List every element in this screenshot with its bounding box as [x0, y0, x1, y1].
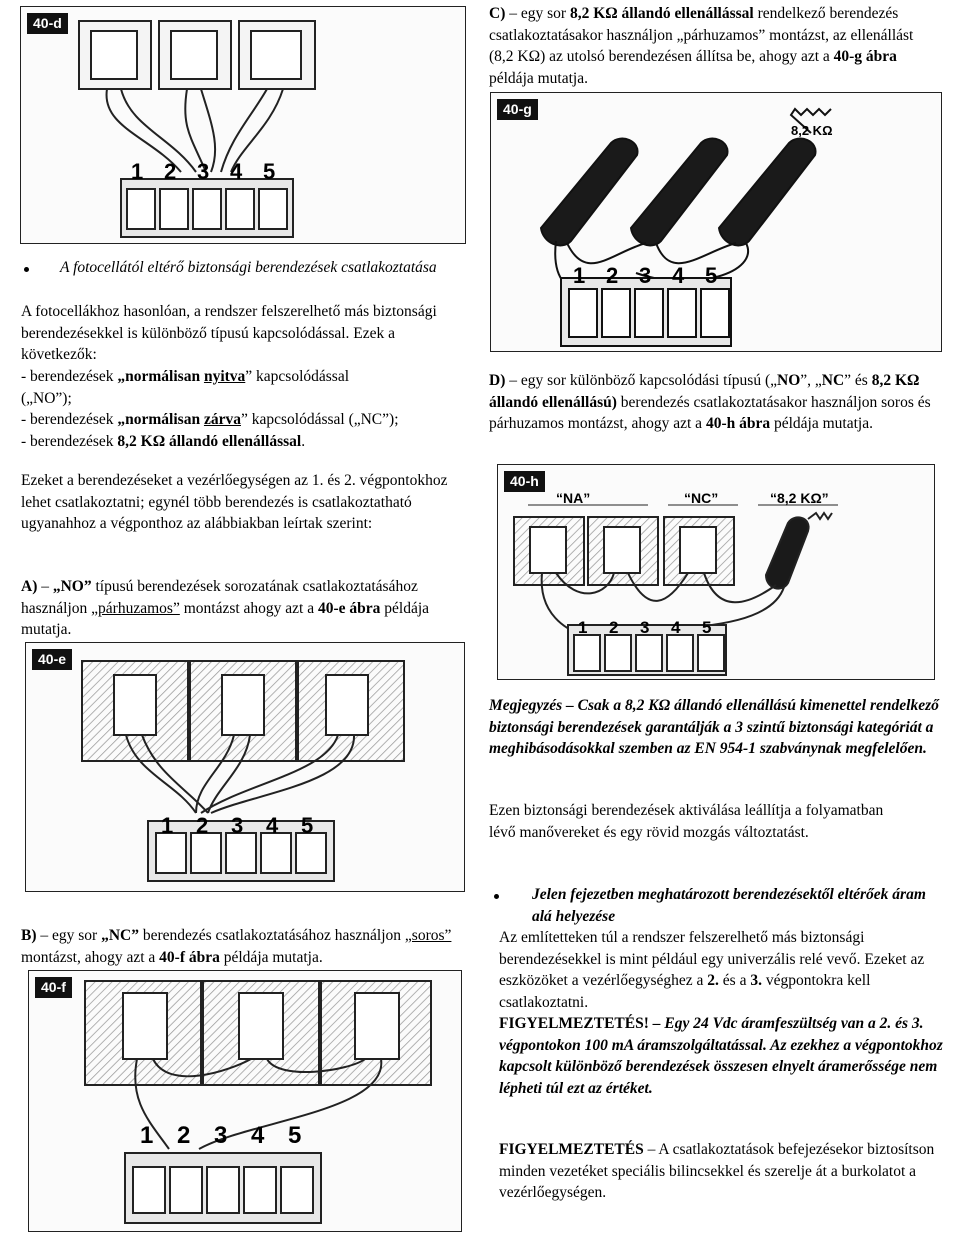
bullet-marker	[24, 267, 29, 272]
mount-type: „soros”	[404, 927, 452, 944]
case-type: 8,2 KΩ állandó ellenállású)	[489, 372, 920, 411]
case-type: „NO”	[52, 578, 92, 595]
list-item-no	[21, 366, 467, 388]
terminal-number: 2	[177, 1122, 191, 1149]
terminal-ref: 2.	[707, 972, 719, 989]
text: berendezés csatlakoztatásakor használjon soros és párhuzamos montázst, ahogy azt a	[489, 393, 931, 432]
terminal-number: 1	[131, 159, 144, 184]
list-suffix: .	[301, 433, 306, 450]
section-heading	[60, 257, 460, 279]
case-label: D)	[489, 372, 506, 389]
terminal-number: 4	[671, 618, 681, 637]
text: ”, „	[800, 372, 822, 389]
warning-text: – Egy 24 Vdc áramfeszültség van a 2. és 3. végpontokon 100 mA áramszolgáltatással. Az ezekhez a végpontokhoz kapcsolt különböző berendezések összesen elnyelt áramerőssége nem lépheti túl ezt az értéket.	[499, 1015, 943, 1097]
warning-label: FIGYELMEZTETÉS!	[499, 1015, 649, 1032]
final-warning-paragraph	[499, 1139, 939, 1204]
list-item-no-code: („NO”);	[21, 390, 72, 407]
terminal-ref: 3.	[750, 972, 762, 989]
terminal-number: 1	[578, 618, 588, 637]
terminal-number: 2	[164, 159, 177, 184]
tag-nc: “NC”	[684, 490, 719, 506]
figure-label: 40-f	[35, 977, 72, 998]
figure-40-e	[25, 642, 465, 892]
terminal-number: 4	[266, 813, 279, 838]
tag-na: “NA”	[556, 490, 591, 506]
tag-resistor: “8,2 KΩ”	[770, 490, 829, 506]
mount-type: „párhuzamos”	[91, 599, 180, 617]
terminal-number: 4	[251, 1122, 265, 1149]
wiring-diagram	[491, 93, 940, 350]
type-nc: NC	[821, 372, 845, 389]
list-suffix: ” kapcsolódással („NC”);	[240, 411, 399, 428]
text: montázst, ahogy azt a	[21, 948, 160, 966]
terminal-number: 5	[301, 813, 314, 838]
list-prefix: - berendezések	[21, 411, 118, 428]
text: és a	[718, 972, 751, 989]
figure-40-d	[20, 6, 466, 244]
terminal-number: 1	[140, 1122, 154, 1149]
case-a-paragraph	[21, 576, 467, 641]
text: montázst ahogy azt a	[179, 599, 318, 617]
text: ” és	[844, 372, 872, 389]
terminal-number: 3	[214, 1122, 228, 1149]
figure-reference: 40-h ábra	[705, 415, 771, 432]
list-item-nc	[21, 409, 467, 431]
terminal-number: 3	[197, 159, 210, 184]
case-c-paragraph	[489, 3, 941, 89]
text: típusú berendezések sorozatának csatlakoztatásához használjon	[21, 578, 418, 617]
terminal-number: 2	[606, 263, 619, 288]
bullet-marker	[494, 894, 499, 899]
list-bold: 8,2 KΩ állandó ellenállással	[117, 433, 302, 450]
text: berendezés csatlakoztatásához használjon	[138, 927, 405, 944]
case-label: A)	[21, 578, 38, 595]
terminal-number: 3	[640, 618, 650, 637]
case-label: C)	[489, 5, 506, 22]
text: végpontokra kell csatlakoztatni.	[499, 972, 871, 1011]
text: – egy sor	[36, 927, 102, 944]
terminal-number: 5	[263, 159, 276, 184]
wiring-diagram	[21, 7, 464, 242]
case-type: „NC”	[101, 927, 139, 944]
list-bold: „normálisan	[117, 411, 204, 428]
list-prefix: - berendezések	[21, 433, 118, 450]
terminal-number: 2	[609, 618, 619, 637]
wiring-diagram	[26, 643, 463, 890]
figure-label: 40-e	[32, 649, 72, 670]
terminal-number: 4	[230, 159, 243, 184]
text: rendelkező berendezés csatlakoztatásakor használjon „párhuzamos” montázst, az ellenállást (8,2 KΩ) az utolsó berendezésen állítsa be, ahogy azt a	[489, 5, 914, 65]
text: példája mutatja.	[21, 599, 430, 638]
terminal-number: 5	[288, 1122, 302, 1149]
resistor-label: 8,2 KΩ	[791, 123, 833, 138]
text: Az említetteken túl a rendszer felszerelhető más biztonsági berendezésekkel is mint például egy univerzális relé vevő. Ezeket az eszközöket a vezérlőegységhez a	[499, 929, 925, 989]
figure-40-h	[497, 464, 935, 680]
case-type: 8,2 KΩ állandó ellenállással	[569, 5, 754, 22]
warning-text: – A csatlakoztatások befejezésekor biztosítson minden vezetéket speciális bilincsekkel és szerelje át a burkolatot a vezérlőegységen.	[499, 1141, 935, 1201]
figure-reference: 40-e ábra	[318, 599, 381, 617]
figure-label: 40-h	[504, 471, 545, 492]
figure-label: 40-g	[497, 99, 538, 120]
text: – egy sor különböző kapcsolódási típusú („	[505, 372, 777, 389]
text: példája mutatja.	[770, 415, 873, 432]
note-paragraph: Megjegyzés – Csak a 8,2 KΩ állandó ellenállású kimenettel rendelkező biztonsági berendezések garantálják a 3 szintű biztonsági kategóriát a meghibásodásokkal szemben az EN 954-1 szabványnak megfelelően.	[489, 697, 939, 757]
power-paragraph	[499, 927, 944, 1013]
text: példája mutatja.	[219, 948, 323, 966]
figure-reference: 40-f ábra	[159, 948, 220, 966]
terminal-number: 1	[573, 263, 586, 288]
list-suffix: ” kapcsolódással	[245, 368, 350, 385]
warning-paragraph	[499, 1013, 949, 1099]
terminal-number: 3	[639, 263, 652, 288]
text: példája mutatja.	[489, 69, 588, 87]
section-heading-text: A fotocellától eltérő biztonsági berendezések csatlakoztatása	[60, 259, 437, 276]
note-followup-paragraph: Ezen biztonsági berendezések aktiválása leállítja a folyamatban lévő manővereket és egy rövid mozgás változtatást.	[489, 802, 884, 841]
wiring-diagram	[498, 465, 933, 678]
case-b-paragraph	[21, 925, 467, 968]
list-item-resistor	[21, 431, 467, 453]
intro-paragraph: A fotocellákhoz hasonlóan, a rendszer felszerelhető más biztonsági berendezésekkel is különböző típusú kapcsolódással. Ezek a következők:	[21, 303, 437, 363]
figure-40-f	[28, 970, 462, 1232]
terminal-number: 5	[705, 263, 718, 288]
section-heading: Jelen fejezetben meghatározott berendezésektől eltérőek áram alá helyezése	[532, 886, 926, 925]
wiring-diagram	[29, 971, 460, 1230]
list-bold: „normálisan	[117, 368, 204, 385]
terminal-number: 2	[196, 813, 209, 838]
terminal-number: 1	[161, 813, 174, 838]
case-label: B)	[21, 927, 37, 944]
dash: –	[37, 578, 53, 595]
list-prefix: - berendezések	[21, 368, 118, 385]
list-underlined: zárva	[203, 411, 241, 428]
type-no: NO	[777, 372, 801, 389]
list-underlined: nyitva	[203, 368, 246, 385]
figure-reference: 40-g ábra	[833, 48, 897, 65]
figure-label: 40-d	[27, 13, 68, 34]
terminal-number: 5	[702, 618, 712, 637]
warning-label: FIGYELMEZTETÉS	[499, 1141, 644, 1158]
terminal-number: 3	[231, 813, 244, 838]
case-d-paragraph	[489, 370, 941, 435]
figure-40-g	[490, 92, 942, 352]
terminal-number: 4	[672, 263, 685, 288]
terminals-paragraph: Ezeket a berendezéseket a vezérlőegységen az 1. és 2. végpontokhoz lehet csatlakoztatni; egynél több berendezés is csatlakoztatható ugyanahhoz a végponthoz az alábbiakban leírtak szerint:	[21, 472, 448, 532]
text: – egy sor	[505, 5, 570, 22]
